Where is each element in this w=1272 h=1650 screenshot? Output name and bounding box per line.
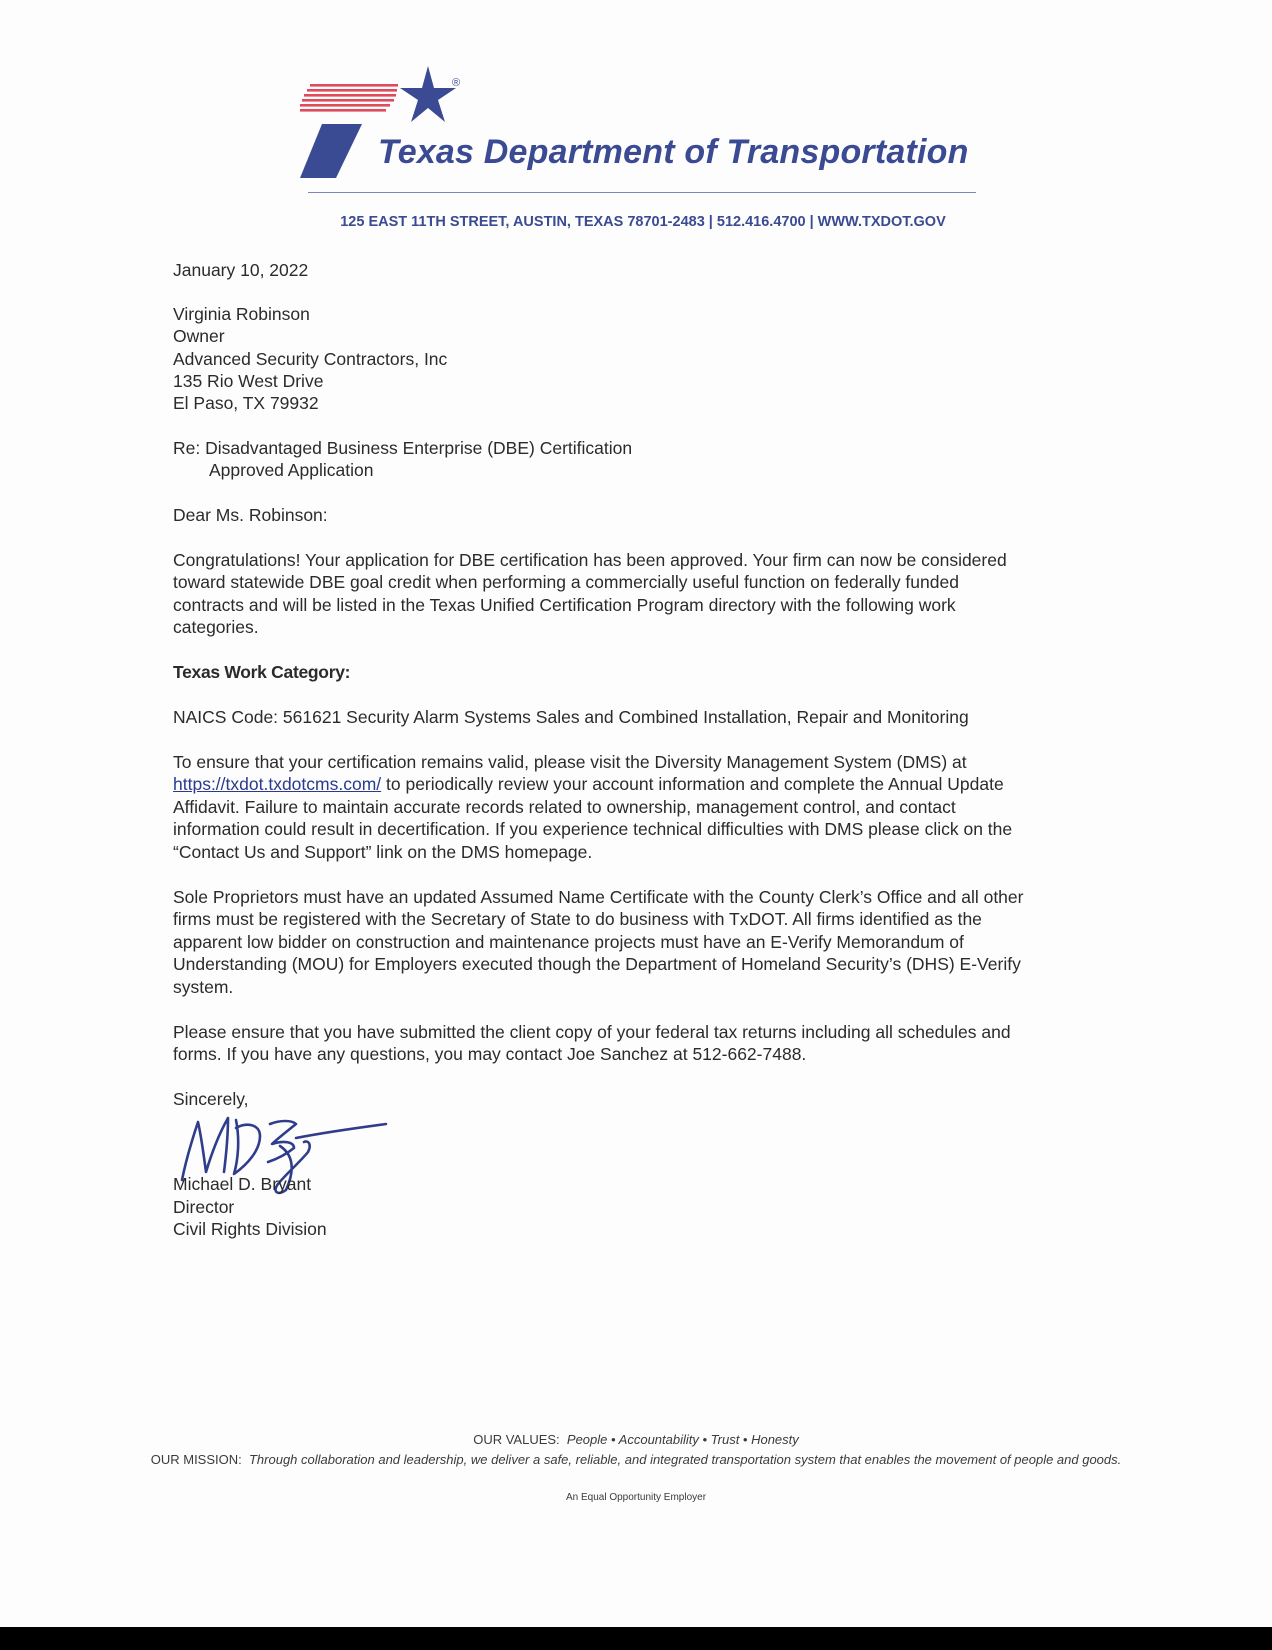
- signer-division: Civil Rights Division: [173, 1219, 327, 1239]
- text-line: system.: [173, 976, 234, 997]
- text-line: information could result in decertification. If you experience technical difficulties with DMS please click on the: [173, 819, 1013, 840]
- text-line: Affidavit. Failure to maintain accurate records related to ownership, management control, and contact: [173, 796, 956, 817]
- letterhead-divider: [308, 192, 976, 193]
- paragraph-dms: [173, 751, 1113, 863]
- re-line: Re: Disadvantaged Business Enterprise (DBE) Certification: [173, 438, 633, 458]
- text-line: firms must be registered with the Secretary of State to do business with TxDOT. All firms identified as the: [173, 909, 982, 930]
- agency-address: 125 EAST 11TH STREET, AUSTIN, TEXAS 78701-2483 | 512.416.4700 | WWW.TXDOT.GOV: [340, 214, 946, 230]
- text-line: contracts and will be listed in the Texas Unified Certification Program directory with the following work: [173, 594, 956, 615]
- footer-values: [0, 1432, 1272, 1447]
- recipient-name: Virginia Robinson: [173, 304, 310, 324]
- text-line: Understanding (MOU) for Employers executed though the Department of Homeland Security’s (DHS) E-Verify: [173, 954, 1021, 975]
- scan-border: [0, 1627, 1272, 1650]
- salutation: Dear Ms. Robinson:: [173, 505, 328, 525]
- closing: Sincerely,: [173, 1089, 249, 1109]
- text-line: https://txdot.txdotcms.com/ to periodically review your account information and complete the Annual Update: [173, 774, 1004, 795]
- mission-label: OUR MISSION:: [150, 1452, 242, 1467]
- text-line: categories.: [173, 617, 259, 638]
- text-line: apparent low bidder on construction and maintenance projects must have an E-Verify Memorandum of: [173, 931, 964, 952]
- text-line: Please ensure that you have submitted the client copy of your federal tax returns including all schedules and: [173, 1022, 1011, 1042]
- svg-text:®: ®: [452, 77, 461, 89]
- text-line: To ensure that your certification remains valid, please visit the Diversity Management System (DMS) at: [173, 752, 967, 772]
- recipient-title: Owner: [173, 326, 225, 346]
- text-line: Congratulations! Your application for DBE certification has been approved. Your firm can now be considered: [173, 550, 1007, 570]
- recipient-city: El Paso, TX 79932: [173, 393, 319, 413]
- agency-name: Texas Department of Transportation: [378, 133, 969, 171]
- paragraph-requirements: [173, 886, 1113, 998]
- signer-name: Michael D. Bryant: [173, 1174, 312, 1194]
- dms-link[interactable]: https://txdot.txdotcms.com/: [173, 774, 382, 795]
- paragraph-tax-returns: [173, 1021, 1113, 1066]
- values-label: OUR VALUES:: [473, 1432, 560, 1447]
- text-line: “Contact Us and Support” link on the DMS homepage.: [173, 841, 593, 862]
- signer-title: Director: [173, 1197, 235, 1217]
- work-category-heading: Texas Work Category:: [173, 662, 351, 682]
- paragraph-approval: [173, 549, 1113, 639]
- text-line: forms. If you have any questions, you may contact Joe Sanchez at 512-662-7488.: [173, 1044, 807, 1065]
- letter-date: January 10, 2022: [173, 260, 309, 280]
- re-subline: Approved Application: [209, 460, 374, 480]
- footer-eoe: An Equal Opportunity Employer: [565, 1492, 707, 1503]
- text-line: toward statewide DBE goal credit when performing a commercially useful function on federally funded: [173, 572, 959, 593]
- text-line: Sole Proprietors must have an updated Assumed Name Certificate with the County Clerk’s Office and all other: [173, 887, 1024, 907]
- mission-text: Through collaboration and leadership, we deliver a safe, reliable, and integrated transportation system that enables the movement of people and goods.: [248, 1452, 1122, 1467]
- values-text: People • Accountability • Trust • Honesty: [566, 1432, 799, 1447]
- naics-code-line: NAICS Code: 561621 Security Alarm Systems Sales and Combined Installation, Repair and Monitoring: [173, 707, 969, 727]
- recipient-company: Advanced Security Contractors, Inc: [173, 349, 448, 369]
- recipient-street: 135 Rio West Drive: [173, 371, 324, 391]
- footer-mission: [0, 1452, 1272, 1467]
